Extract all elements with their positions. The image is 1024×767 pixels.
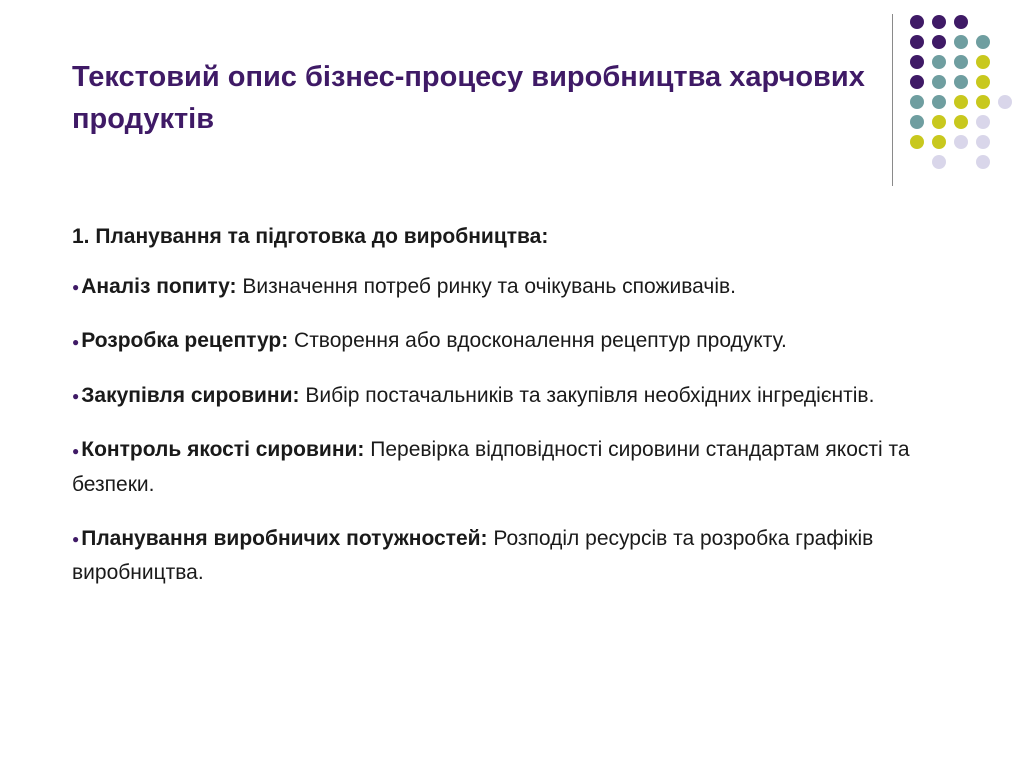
decor-dot — [954, 115, 968, 129]
bullet-item-raw-material-purchase — [72, 379, 962, 413]
item-text: Створення або вдосконалення рецептур продукту. — [288, 329, 787, 353]
decor-dot — [976, 155, 990, 169]
item-text: Розподіл ресурсів та розробка графіків виробництва. — [72, 526, 874, 585]
decor-dot — [910, 95, 924, 109]
slide-body — [72, 220, 962, 610]
decor-dot — [954, 95, 968, 109]
section-heading: 1. Планування та підготовка до виробництва: — [72, 225, 549, 248]
decor-dot — [976, 115, 990, 129]
decor-dot — [910, 115, 924, 129]
item-term: Планування виробничих потужностей: — [81, 526, 488, 550]
decor-dot — [954, 75, 968, 89]
decor-dot — [976, 135, 990, 149]
decor-dot — [932, 35, 946, 49]
decor-dot — [910, 55, 924, 69]
decor-dot — [976, 55, 990, 69]
decor-dot — [932, 95, 946, 109]
decor-dot — [932, 155, 946, 169]
decor-dot — [910, 35, 924, 49]
decor-dot — [954, 55, 968, 69]
bullet-icon: ● — [72, 389, 80, 404]
bullet-item-raw-material-quality-control — [72, 433, 962, 501]
decorative-dot-grid — [904, 10, 1004, 170]
decor-dot — [932, 55, 946, 69]
item-text: Перевірка відповідності сировини стандартам якості та безпеки. — [72, 438, 910, 496]
item-term: Розробка рецептур: — [81, 329, 289, 353]
decor-dot — [910, 15, 924, 29]
decor-dot — [932, 115, 946, 129]
item-term: Контроль якості сировини: — [81, 438, 365, 462]
decor-dot — [998, 95, 1012, 109]
bullet-item-capacity-planning — [72, 522, 962, 590]
decor-dot — [910, 135, 924, 149]
item-text: Визначення потреб ринку та очікувань споживачів. — [236, 275, 736, 298]
decor-dot — [976, 35, 990, 49]
title-divider-line — [892, 14, 893, 186]
bullet-item-demand-analysis — [72, 270, 962, 304]
bullet-icon: ● — [72, 334, 80, 349]
decor-dot — [954, 35, 968, 49]
slide-title: Текстовий опис бізнес-процесу виробництва харчових продуктів — [72, 61, 865, 135]
item-term: Аналіз попиту: — [81, 275, 237, 298]
bullet-item-recipe-development — [72, 324, 962, 358]
decor-dot — [932, 15, 946, 29]
item-text: Вибір постачальників та закупівля необхідних інгредієнтів. — [299, 383, 875, 407]
decor-dot — [954, 135, 968, 149]
bullet-icon: ● — [72, 532, 80, 547]
decor-dot — [932, 135, 946, 149]
decor-dot — [976, 95, 990, 109]
decor-dot — [932, 75, 946, 89]
bullet-icon: ● — [72, 280, 80, 295]
decor-dot — [976, 75, 990, 89]
bullet-icon: ● — [72, 443, 80, 458]
decor-dot — [910, 75, 924, 89]
decor-dot — [954, 15, 968, 29]
item-term: Закупівля сировини: — [81, 383, 300, 407]
